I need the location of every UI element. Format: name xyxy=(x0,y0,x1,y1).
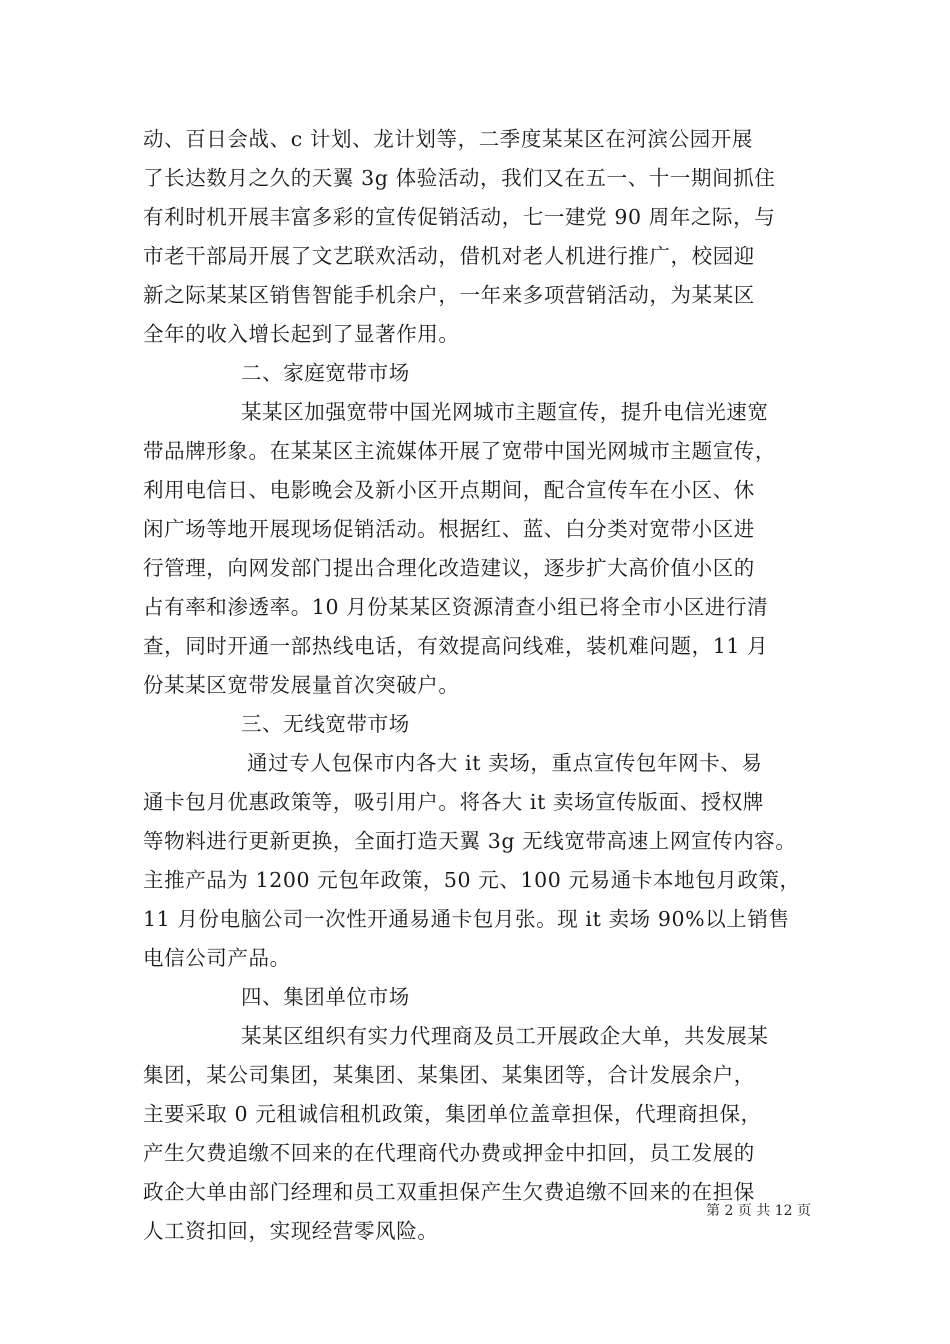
text-line: 某某区加强宽带中国光网城市主题宣传，提升电信光速宽 xyxy=(241,400,769,424)
text-line: 人工资扣回，实现经营零风险。 xyxy=(143,1219,439,1243)
document-body xyxy=(143,120,815,1251)
text-line: 闲广场等地开展现场促销活动。根据红、蓝、白分类对宽带小区进 xyxy=(143,517,755,541)
text-line: 集团，某公司集团，某集团、某集团、某集团等，合计发展余户， xyxy=(143,1063,755,1087)
section-heading-group-units: 四、集团单位市场 xyxy=(241,985,410,1009)
page-number-footer: 第 2 页 共 12 页 xyxy=(706,1203,811,1219)
text-line: 产生欠费追缴不回来的在代理商代办费或押金中扣回，员工发展的 xyxy=(143,1141,755,1165)
text-line: 主要采取 0 元租诚信租机政策，集团单位盖章担保，代理商担保， xyxy=(143,1102,762,1126)
text-line: 带品牌形象。在某某区主流媒体开展了宽带中国光网城市主题宣传， xyxy=(143,439,776,463)
text-line: 市老干部局开展了文艺联欢活动，借机对老人机进行推广，校园迎 xyxy=(143,244,755,268)
text-line: 电信公司产品。 xyxy=(143,946,291,970)
text-line: 有利时机开展丰富多彩的宣传促销活动，七一建党 90 周年之际，与 xyxy=(143,205,776,229)
text-line: 等物料进行更新更换，全面打造天翼 3g 无线宽带高速上网宣传内容。 xyxy=(143,829,797,853)
text-line: 某某区组织有实力代理商及员工开展政企大单，共发展某 xyxy=(241,1024,769,1048)
text-line: 动、百日会战、c 计划、龙计划等，二季度某某区在河滨公园开展 xyxy=(143,127,753,151)
text-line: 主推产品为 1200 元包年政策，50 元、100 元易通卡本地包月政策， xyxy=(143,868,801,892)
text-line: 政企大单由部门经理和员工双重担保产生欠费追缴不回来的在担保 xyxy=(143,1180,755,1204)
text-line: 通过专人包保市内各大 it 卖场，重点宣传包年网卡、易 xyxy=(247,751,763,775)
text-line: 11 月份电脑公司一次性开通易通卡包月张。现 it 卖场 90%以上销售 xyxy=(143,907,790,931)
text-line: 利用电信日、电影晚会及新小区开点期间，配合宣传车在小区、休 xyxy=(143,478,755,502)
text-line: 全年的收入增长起到了显著作用。 xyxy=(143,322,460,346)
section-heading-home-broadband: 二、家庭宽带市场 xyxy=(241,361,410,385)
text-line: 通卡包月优惠政策等，吸引用户。将各大 it 卖场宣传版面、授权牌 xyxy=(143,790,765,814)
text-line: 新之际某某区销售智能手机余户，一年来多项营销活动，为某某区 xyxy=(143,283,755,307)
text-line: 份某某区宽带发展量首次突破户。 xyxy=(143,673,460,697)
text-line: 行管理，向网发部门提出合理化改造建议，逐步扩大高价值小区的 xyxy=(143,556,755,580)
section-heading-wireless-broadband: 三、无线宽带市场 xyxy=(241,712,410,736)
text-line: 查，同时开通一部热线电话，有效提高问线难，装机难问题，11 月 xyxy=(143,634,769,658)
text-line: 了长达数月之久的天翼 3g 体验活动，我们又在五一、十一期间抓住 xyxy=(143,166,776,190)
text-line: 占有率和渗透率。10 月份某某区资源清查小组已将全市小区进行清 xyxy=(143,595,769,619)
